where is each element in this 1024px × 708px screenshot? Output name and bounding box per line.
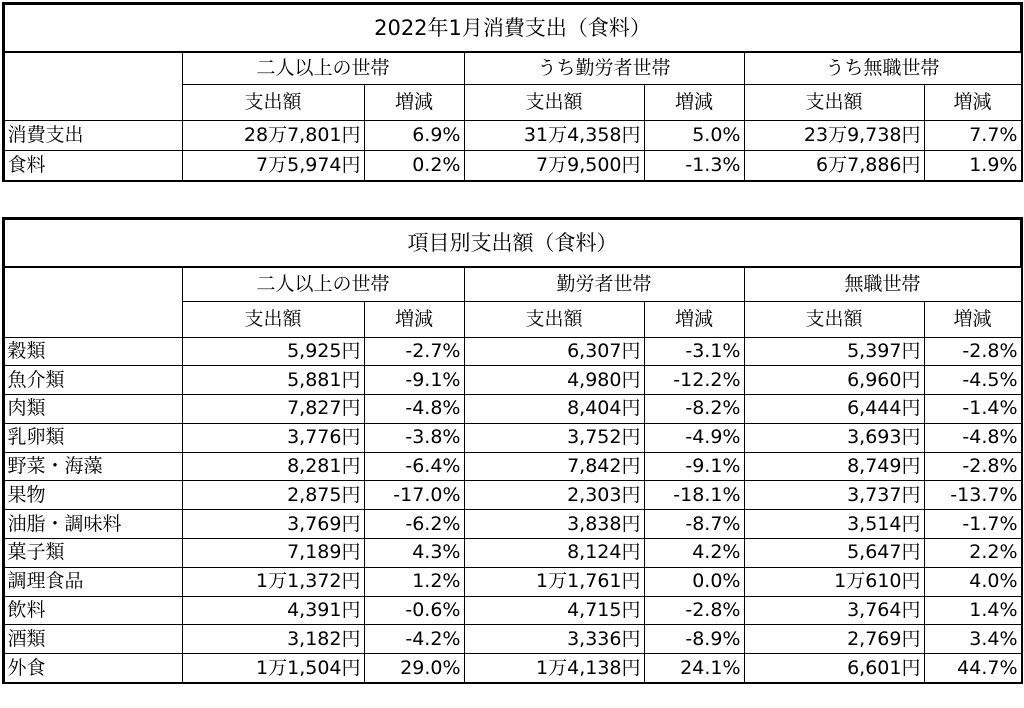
table-cell: 29.0% bbox=[364, 654, 464, 683]
row-label: 果物 bbox=[4, 481, 182, 510]
table-cell: -1.7% bbox=[924, 510, 1021, 539]
table-cell: 5,397円 bbox=[744, 337, 924, 366]
table-cell: -3.1% bbox=[644, 337, 744, 366]
column-header: 支出額 bbox=[182, 301, 364, 337]
table-cell: 6,307円 bbox=[464, 337, 644, 366]
column-header: 支出額 bbox=[744, 301, 924, 337]
corner-cell bbox=[4, 52, 182, 120]
group-header: 二人以上の世帯 bbox=[182, 52, 464, 84]
detail-title: 項目別支出額（食料） bbox=[4, 219, 1021, 267]
table-cell: 2,769円 bbox=[744, 625, 924, 654]
table-cell: -2.8% bbox=[644, 596, 744, 625]
detail-table bbox=[3, 218, 1022, 683]
summary-title: 2022年1月消費支出（食料） bbox=[4, 4, 1021, 52]
table-cell: 7万9,500円 bbox=[464, 150, 644, 180]
group-header: うち無職世帯 bbox=[744, 52, 1021, 84]
table-cell: 5,925円 bbox=[182, 337, 364, 366]
table-cell: 3,336円 bbox=[464, 625, 644, 654]
table-row bbox=[4, 654, 1021, 683]
group-header: 勤労者世帯 bbox=[464, 267, 744, 301]
table-cell: 3.4% bbox=[924, 625, 1021, 654]
table-cell: 2,303円 bbox=[464, 481, 644, 510]
table-cell: -9.1% bbox=[364, 366, 464, 395]
table-cell: 1万4,138円 bbox=[464, 654, 644, 683]
table-cell: 7万5,974円 bbox=[182, 150, 364, 180]
row-label: 肉類 bbox=[4, 395, 182, 424]
column-header: 増減 bbox=[644, 84, 744, 120]
table-cell: -2.8% bbox=[924, 452, 1021, 481]
table-cell: 1万610円 bbox=[744, 567, 924, 596]
row-label: 油脂・調味料 bbox=[4, 510, 182, 539]
table-cell: 5.0% bbox=[644, 120, 744, 150]
group-header: 二人以上の世帯 bbox=[182, 267, 464, 301]
table-cell: 3,838円 bbox=[464, 510, 644, 539]
table-cell: 7,189円 bbox=[182, 539, 364, 568]
table-cell: 8,281円 bbox=[182, 452, 364, 481]
table-cell: 1.4% bbox=[924, 596, 1021, 625]
table-cell: 44.7% bbox=[924, 654, 1021, 683]
column-header: 支出額 bbox=[464, 301, 644, 337]
table-cell: -4.9% bbox=[644, 423, 744, 452]
table-cell: 3,752円 bbox=[464, 423, 644, 452]
row-label: 酒類 bbox=[4, 625, 182, 654]
table-cell: -1.4% bbox=[924, 395, 1021, 424]
column-header: 増減 bbox=[644, 301, 744, 337]
table-cell: 3,737円 bbox=[744, 481, 924, 510]
row-label: 調理食品 bbox=[4, 567, 182, 596]
table-cell: 2,875円 bbox=[182, 481, 364, 510]
table-cell: 1.9% bbox=[924, 150, 1021, 180]
table-cell: 28万7,801円 bbox=[182, 120, 364, 150]
table-cell: 2.2% bbox=[924, 539, 1021, 568]
table-row bbox=[4, 337, 1021, 366]
column-header: 支出額 bbox=[464, 84, 644, 120]
table-row bbox=[4, 366, 1021, 395]
row-label: 外食 bbox=[4, 654, 182, 683]
table-cell: 6,960円 bbox=[744, 366, 924, 395]
table-row bbox=[4, 539, 1021, 568]
table-cell: 7,827円 bbox=[182, 395, 364, 424]
table-cell: -1.3% bbox=[644, 150, 744, 180]
row-label: 乳卵類 bbox=[4, 423, 182, 452]
table-cell: -4.5% bbox=[924, 366, 1021, 395]
table-row bbox=[4, 510, 1021, 539]
table-cell: 7.7% bbox=[924, 120, 1021, 150]
row-label: 消費支出 bbox=[4, 120, 182, 150]
table-cell: -18.1% bbox=[644, 481, 744, 510]
table-cell: -6.4% bbox=[364, 452, 464, 481]
table-cell: 1万1,372円 bbox=[182, 567, 364, 596]
table-cell: 3,769円 bbox=[182, 510, 364, 539]
table-cell: 3,693円 bbox=[744, 423, 924, 452]
table-cell: 24.1% bbox=[644, 654, 744, 683]
row-label: 野菜・海藻 bbox=[4, 452, 182, 481]
table-cell: 4.2% bbox=[644, 539, 744, 568]
table-cell: 3,776円 bbox=[182, 423, 364, 452]
table-cell: -4.8% bbox=[924, 423, 1021, 452]
group-header: 無職世帯 bbox=[744, 267, 1021, 301]
table-cell: 4,980円 bbox=[464, 366, 644, 395]
column-header: 支出額 bbox=[744, 84, 924, 120]
table-cell: -13.7% bbox=[924, 481, 1021, 510]
table-cell: 0.0% bbox=[644, 567, 744, 596]
table-cell: -8.2% bbox=[644, 395, 744, 424]
table-cell: -2.7% bbox=[364, 337, 464, 366]
table-row bbox=[4, 481, 1021, 510]
column-header: 支出額 bbox=[182, 84, 364, 120]
table-row bbox=[4, 596, 1021, 625]
column-header: 増減 bbox=[364, 301, 464, 337]
row-label: 飲料 bbox=[4, 596, 182, 625]
table-cell: 6万7,886円 bbox=[744, 150, 924, 180]
table-cell: 4,391円 bbox=[182, 596, 364, 625]
table-row bbox=[4, 423, 1021, 452]
table-cell: 4.0% bbox=[924, 567, 1021, 596]
table-cell: 0.2% bbox=[364, 150, 464, 180]
table-cell: -8.7% bbox=[644, 510, 744, 539]
row-label: 魚介類 bbox=[4, 366, 182, 395]
table-cell: -4.8% bbox=[364, 395, 464, 424]
table-cell: 6,444円 bbox=[744, 395, 924, 424]
table-cell: 6,601円 bbox=[744, 654, 924, 683]
column-header: 増減 bbox=[924, 84, 1021, 120]
table-cell: 3,514円 bbox=[744, 510, 924, 539]
table-cell: -17.0% bbox=[364, 481, 464, 510]
table-cell: 8,749円 bbox=[744, 452, 924, 481]
table-cell: 8,404円 bbox=[464, 395, 644, 424]
table-row bbox=[4, 395, 1021, 424]
table-cell: -9.1% bbox=[644, 452, 744, 481]
table-cell: -3.8% bbox=[364, 423, 464, 452]
table-cell: -8.9% bbox=[644, 625, 744, 654]
table-cell: 6.9% bbox=[364, 120, 464, 150]
table-cell: 3,182円 bbox=[182, 625, 364, 654]
table-cell: -12.2% bbox=[644, 366, 744, 395]
table-cell: 5,647円 bbox=[744, 539, 924, 568]
table-cell: 1万1,761円 bbox=[464, 567, 644, 596]
table-cell: -2.8% bbox=[924, 337, 1021, 366]
table-cell: 23万9,738円 bbox=[744, 120, 924, 150]
table-cell: -4.2% bbox=[364, 625, 464, 654]
table-row bbox=[4, 567, 1021, 596]
table-cell: -0.6% bbox=[364, 596, 464, 625]
table-cell: 4,715円 bbox=[464, 596, 644, 625]
row-label: 穀類 bbox=[4, 337, 182, 366]
table-row bbox=[4, 625, 1021, 654]
table-row bbox=[4, 120, 1021, 150]
table-cell: 4.3% bbox=[364, 539, 464, 568]
row-label: 食料 bbox=[4, 150, 182, 180]
table-cell: 3,764円 bbox=[744, 596, 924, 625]
group-header: うち勤労者世帯 bbox=[464, 52, 744, 84]
table-cell: 7,842円 bbox=[464, 452, 644, 481]
column-header: 増減 bbox=[924, 301, 1021, 337]
column-header: 増減 bbox=[364, 84, 464, 120]
table-cell: 1.2% bbox=[364, 567, 464, 596]
table-cell: 5,881円 bbox=[182, 366, 364, 395]
table-cell: -6.2% bbox=[364, 510, 464, 539]
table-cell: 1万1,504円 bbox=[182, 654, 364, 683]
table-row bbox=[4, 452, 1021, 481]
table-cell: 8,124円 bbox=[464, 539, 644, 568]
corner-cell bbox=[4, 267, 182, 337]
row-label: 菓子類 bbox=[4, 539, 182, 568]
table-cell: 31万4,358円 bbox=[464, 120, 644, 150]
table-row bbox=[4, 150, 1021, 180]
summary-table bbox=[3, 3, 1022, 181]
